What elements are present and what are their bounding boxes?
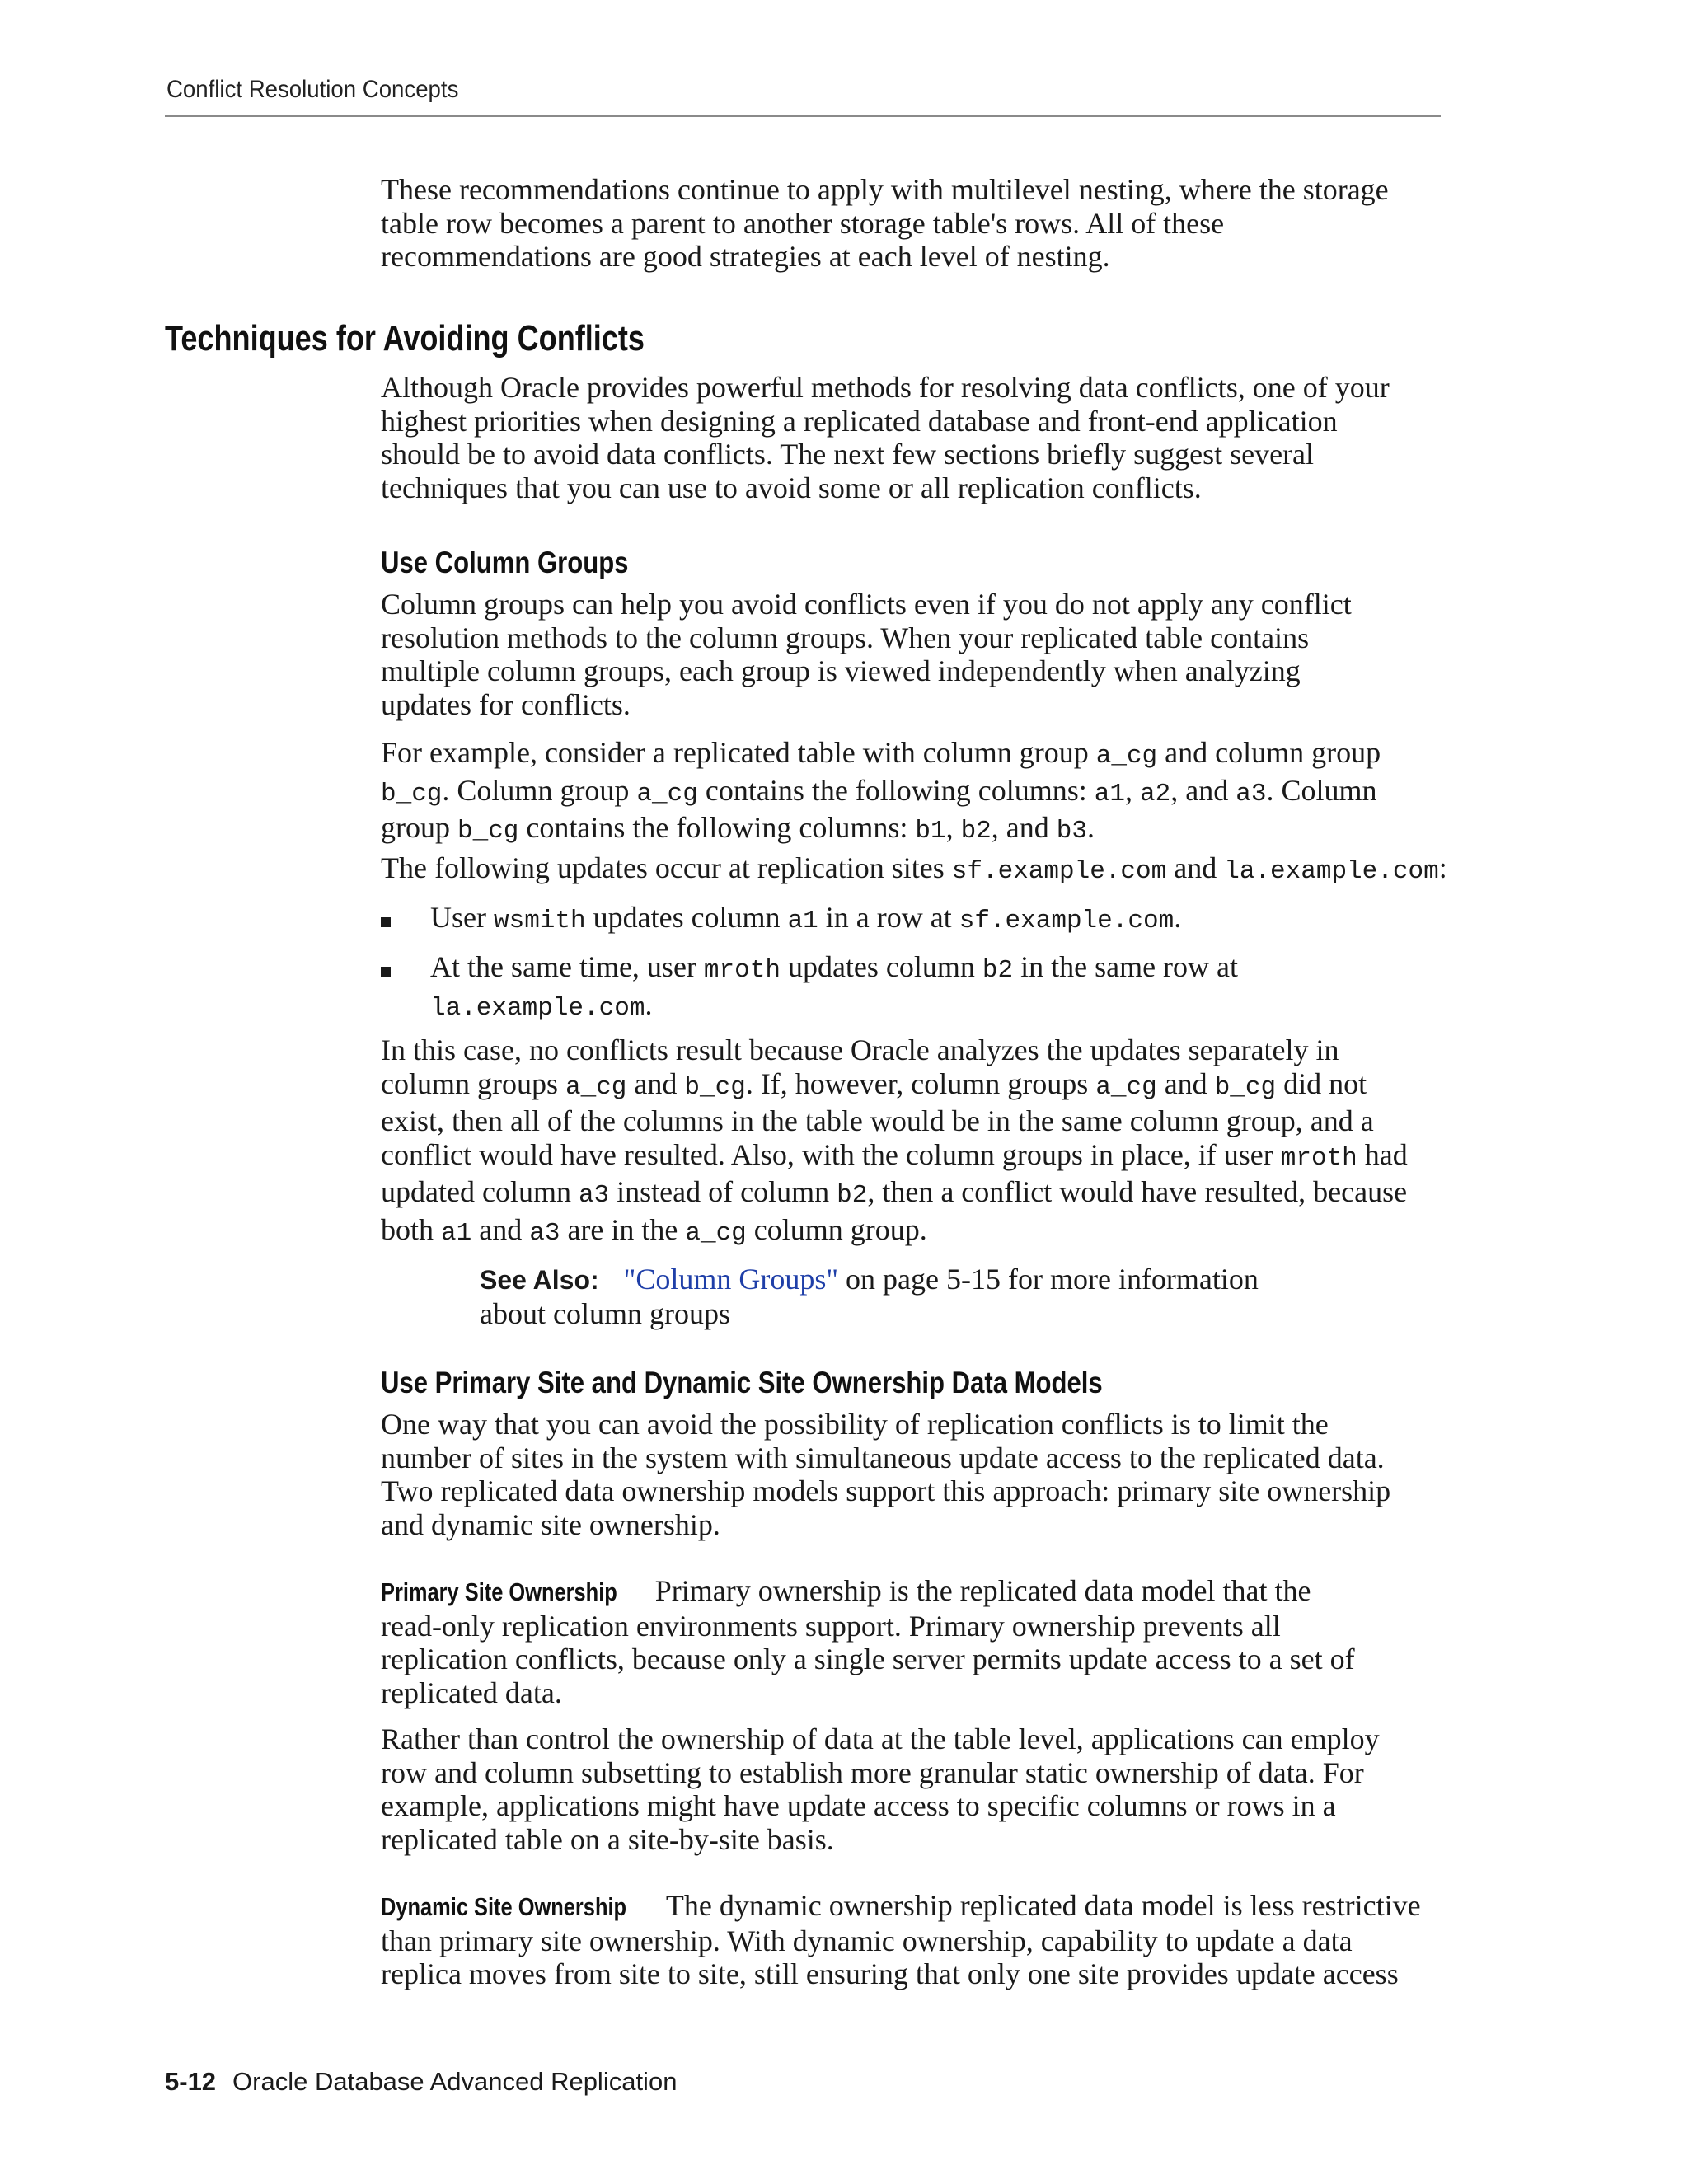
ownership-paragraph-1 <box>381 1408 1444 1541</box>
text-line: multiple column groups, each group is viewed independently when analyzing <box>381 654 1301 687</box>
text-line: b_cg. Column group a_cg contains the following columns: a1, a2, and a3. Column <box>381 773 1377 808</box>
text-line: Two replicated data ownership models support this approach: primary site ownership <box>381 1474 1391 1507</box>
column-groups-link[interactable]: "Column Groups" <box>623 1263 839 1296</box>
column-groups-paragraph-1 <box>381 588 1444 721</box>
text-line: number of sites in the system with simultaneous update access to the replicated data. <box>381 1441 1385 1474</box>
column-groups-paragraph-3 <box>381 851 1447 889</box>
text-line: One way that you can avoid the possibility of replication conflicts is to limit the <box>381 1408 1329 1441</box>
ownership-paragraph-2 <box>381 1722 1444 1856</box>
text-line: updated column a3 instead of column b2, then a conflict would have resulted, because <box>381 1175 1408 1210</box>
text-line: table row becomes a parent to another storage table's rows. All of these <box>381 206 1225 240</box>
subsection-heading-ownership: Use Primary Site and Dynamic Site Ownership Data Models <box>381 1366 1103 1399</box>
text-line: replication conflicts, because only a single server permits update access to a set of <box>381 1643 1355 1675</box>
text-line: For example, consider a replicated table with column group a_cg and column group <box>381 736 1381 771</box>
primary-site-ownership-paragraph <box>381 1574 1444 1709</box>
intro-paragraph <box>381 173 1444 274</box>
text-line: replica moves from site to site, still ensuring that only one site provides update access <box>381 1957 1399 1990</box>
text-line: about column groups <box>480 1296 730 1330</box>
section-intro-paragraph <box>381 371 1444 504</box>
text-line: and dynamic site ownership. <box>381 1507 720 1541</box>
text-line: than primary site ownership. With dynamic ownership, capability to update a data <box>381 1924 1353 1957</box>
text-line: User wsmith updates column a1 in a row at sf.example.com. <box>430 901 1182 935</box>
dynamic-site-ownership-paragraph <box>381 1889 1444 1991</box>
text-line: recommendations are good strategies at each level of nesting. <box>381 240 1110 273</box>
text-line: replicated data. <box>381 1675 562 1709</box>
subsection-heading-column-groups: Use Column Groups <box>381 546 629 579</box>
text-line: row and column subsetting to establish more granular static ownership of data. For <box>381 1755 1364 1789</box>
list-item <box>430 901 1181 939</box>
text-line: Although Oracle provides powerful methods for resolving data conflicts, one of your <box>381 371 1390 404</box>
see-also-note <box>480 1263 1259 1330</box>
text-line: resolution methods to the column groups. When your replicated table contains <box>381 621 1310 654</box>
text-line: See Also: "Column Groups" on page 5-15 for more information <box>480 1263 1259 1296</box>
text-line: Rather than control the ownership of data at the table level, applications can employ <box>381 1722 1380 1755</box>
text-line: In this case, no conflicts result because Oracle analyzes the updates separately in <box>381 1033 1339 1066</box>
running-header: Conflict Resolution Concepts <box>166 76 459 103</box>
text-line: should be to avoid data conflicts. The next few sections briefly suggest several <box>381 438 1315 471</box>
text-line: both a1 and a3 are in the a_cg column group. <box>381 1212 927 1248</box>
text-line: example, applications might have update access to specific columns or rows in a <box>381 1789 1336 1822</box>
text-line: Column groups can help you avoid conflicts even if you do not apply any conflict <box>381 588 1352 621</box>
text-line: column groups a_cg and b_cg. If, however, column groups a_cg and b_cg did not <box>381 1066 1367 1102</box>
bullet-marker <box>381 967 391 977</box>
text-line: Primary Site Ownership Primary ownership is the replicated data model that the <box>381 1574 1444 1610</box>
page-number: 5-12 <box>165 2067 217 2096</box>
header-divider <box>165 115 1441 117</box>
see-also-label: See Also: <box>480 1265 599 1295</box>
text-line: group b_cg contains the following columns: b1, b2, and b3. <box>381 811 1095 846</box>
runin-heading-dynamic: Dynamic Site Ownership <box>381 1892 627 1921</box>
runin-heading-primary: Primary Site Ownership <box>381 1577 617 1606</box>
text-line: replicated table on a site-by-site basis. <box>381 1822 834 1856</box>
bullet-marker <box>381 917 391 927</box>
column-groups-paragraph-4 <box>381 1033 1444 1250</box>
text-line: la.example.com. <box>430 987 653 1023</box>
text-line: The following updates occur at replication sites sf.example.com and la.example.com: <box>381 851 1447 886</box>
text-line: conflict would have resulted. Also, with the column groups in place, if user mroth had <box>381 1137 1408 1173</box>
text-line: updates for conflicts. <box>381 687 631 721</box>
text-line: At the same time, user mroth updates column b2 in the same row at <box>430 950 1239 985</box>
text-line: highest priorities when designing a replicated database and front-end application <box>381 404 1338 438</box>
text-line: Dynamic Site Ownership The dynamic ownership replicated data model is less restrictive <box>381 1889 1444 1924</box>
book-title: Oracle Database Advanced Replication <box>232 2067 678 2096</box>
text-line: read-only replication environments support. Primary ownership prevents all <box>381 1609 1281 1643</box>
list-item <box>430 950 1238 1025</box>
page-footer <box>165 2067 677 2097</box>
text-line: exist, then all of the columns in the table would be in the same column group, and a <box>381 1104 1374 1137</box>
text-line: These recommendations continue to apply with multilevel nesting, where the storage <box>381 173 1389 206</box>
section-heading: Techniques for Avoiding Conflicts <box>165 318 645 359</box>
column-groups-paragraph-2 <box>381 736 1444 849</box>
text-line: techniques that you can use to avoid some or all replication conflicts. <box>381 471 1202 504</box>
